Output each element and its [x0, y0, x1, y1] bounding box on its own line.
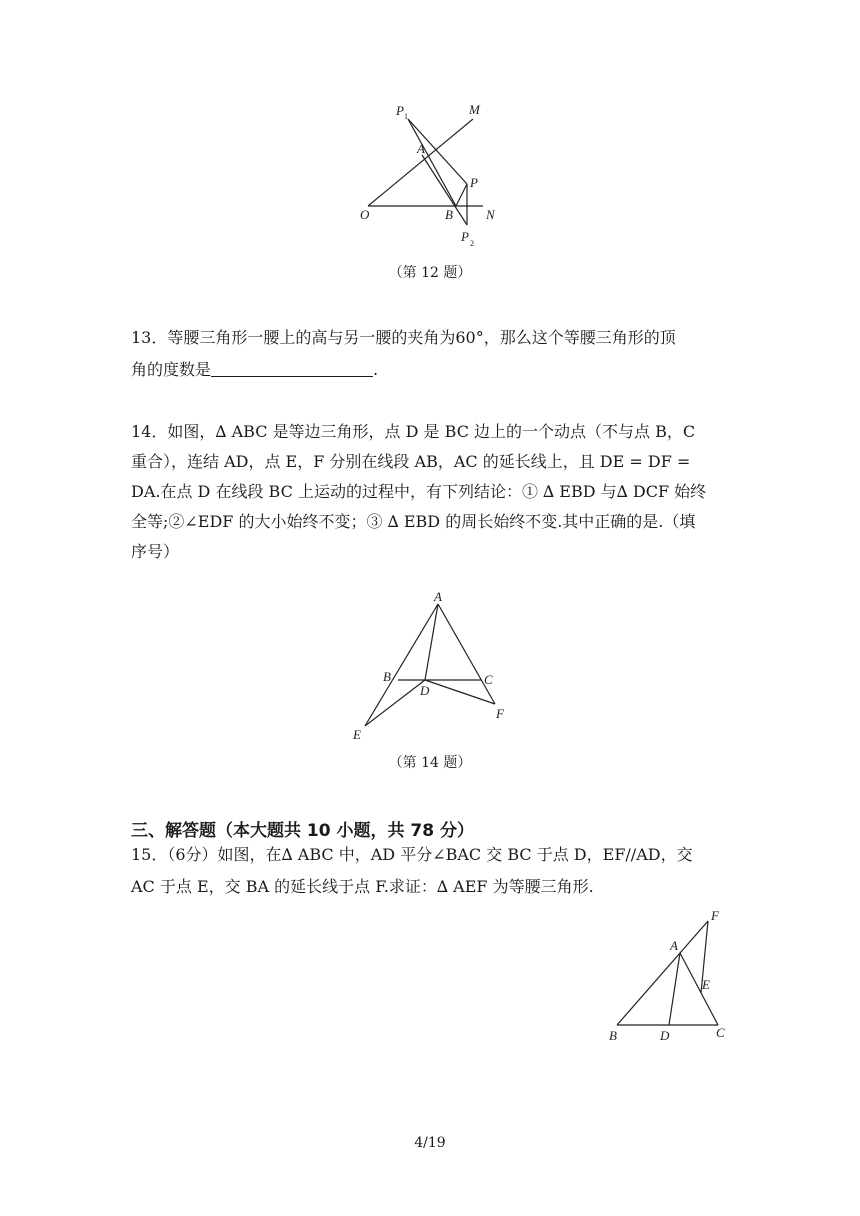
label-E: E: [353, 727, 361, 742]
label-N: N: [486, 207, 495, 222]
label-A: A: [434, 589, 442, 604]
label-A: A: [670, 938, 678, 953]
label-D: D: [420, 683, 430, 698]
question-15-line2: AC 于点 E，交 BA 的延长线于点 F.求证：∆ AEF 为等腰三角形.: [131, 877, 594, 896]
answer-blank: [211, 358, 373, 377]
line-P1B: [408, 119, 456, 206]
label-F: F: [711, 908, 719, 923]
page-number: 4/19: [414, 1135, 446, 1151]
label-P1-sub: 1: [404, 112, 408, 121]
label-O: O: [360, 207, 370, 222]
question-13-line2-start: 角的度数是: [131, 360, 212, 379]
question-14-line5: 序号）: [131, 542, 180, 561]
figure-15: [600, 900, 740, 1050]
figure-12: [340, 95, 520, 260]
label-P2: P: [461, 229, 469, 244]
figure-12-caption: （第 12 题）: [388, 265, 472, 281]
question-14-line2: 重合），连结 AD，点 E，F 分别在线段 AB，AC 的延长线上，且 DE = DF =: [131, 452, 691, 471]
label-E: E: [702, 977, 710, 992]
question-13-line1: 13．等腰三角形一腰上的高与另一腰的夹角为60°，那么这个等腰三角形的顶: [131, 328, 676, 347]
label-B: B: [383, 669, 391, 684]
label-C: C: [484, 672, 493, 687]
label-B: B: [609, 1028, 617, 1043]
question-14-line1: 14．如图，∆ ABC 是等边三角形，点 D 是 BC 边上的一个动点（不与点 B，C: [131, 422, 696, 441]
figure-14-caption: （第 14 题）: [388, 755, 472, 771]
line-AF: [438, 604, 495, 704]
line-AC: [680, 953, 718, 1025]
line-DE: [365, 680, 425, 726]
label-C: C: [716, 1025, 725, 1040]
label-M: M: [469, 102, 480, 117]
question-14: [131, 417, 731, 567]
question-15-line1: 15．（6分）如图，在∆ ABC 中，AD 平分∠BAC 交 BC 于点 D，EF//AD，交: [131, 845, 693, 864]
line-PB: [456, 184, 467, 206]
label-F: F: [496, 706, 504, 721]
question-13: [131, 322, 731, 386]
question-14-line4: 全等;②∠EDF 的大小始终不变；③ ∆ EBD 的周长始终不变.其中正确的是.（填: [131, 512, 696, 531]
label-P: P: [470, 175, 478, 190]
figure-14: [345, 588, 520, 748]
section-heading: 三、解答题（本大题共 10 小题，共 78 分）: [131, 821, 474, 841]
label-P2-sub: 2: [470, 239, 474, 248]
label-A: A: [417, 141, 425, 156]
label-D: D: [660, 1028, 670, 1043]
question-13-line2: [131, 354, 731, 386]
label-B: B: [445, 207, 453, 222]
question-14-line3: DA.在点 D 在线段 BC 上运动的过程中，有下列结论：① ∆ EBD 与∆ DCF 始终: [131, 482, 707, 501]
question-13-line2-end: .: [373, 360, 379, 379]
line-BF: [617, 921, 708, 1025]
label-P1: P: [396, 103, 404, 118]
question-15: [131, 839, 731, 903]
